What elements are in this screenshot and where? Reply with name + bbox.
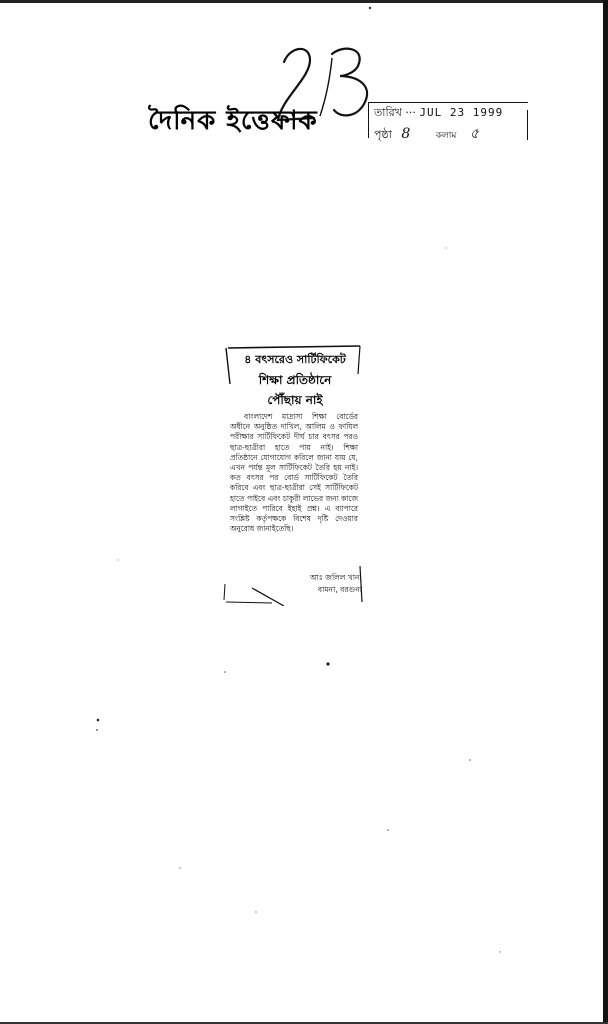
stamp-column-label: কলাম [435,131,457,141]
stamp-page-label: পৃষ্ঠা [374,128,392,141]
stamp-column-value: ৫ [469,126,479,142]
headline-line-2: শিক্ষা প্রতিষ্ঠানে [258,373,332,387]
signature-place: বামনা, বরগুনা [317,585,362,594]
stamp-page-value: 8 [401,126,411,142]
headline-line-3: পৌঁছায় নাই [267,393,323,407]
signature-name: আঃ জলিল খান, [309,573,362,582]
date-stamp: তারিখ ··· JUL 23 1999 পৃষ্ঠা 8 কলাম ৫ [364,100,529,140]
article-paragraph: বাংলাদেশ মাদ্রাসা শিক্ষা বোর্ডের অধীনে অনুষ্ঠিত দাখিল, আলিম ও ফাযিল পরীক্ষার সার্টিফিকেট দীর্ঘ চার বৎসর পরও ছাত্র-ছাত্রীরা হাতে পায় নাই। শিক্ষা প্রতিষ্ঠানে যোগাযোগ করিলে জানা যায় যে, এখন পর্যন্ত মূল সার্টিফিকেট তৈরি হয় নাই। কত বৎসর পর বোর্ড সার্টিফিকেট তৈরি করিবে এবং ছাত্র-ছাত্রীরা সেই সার্টিফিকেট হাতে পাইবে এবং চাকুরী লাভের জন্য কাজে লাগাইতে পারিবে ইহাই প্রশ্ন। এ ব্যাপারে সংশ্লিষ্ট কর্তৃপক্ষকে বিশেষ দৃষ্টি দেওয়ার অনুরোধ জানাইতেছি। [230,412,358,534]
headline-line-1: ৪ বৎসরেও সার্টিফিকেট [244,353,346,366]
newspaper-masthead: দৈনিক ইত্তেফাক [148,106,318,136]
stamp-date-label: তারিখ [374,106,402,119]
stamp-date-value: JUL 23 1999 [419,106,504,119]
